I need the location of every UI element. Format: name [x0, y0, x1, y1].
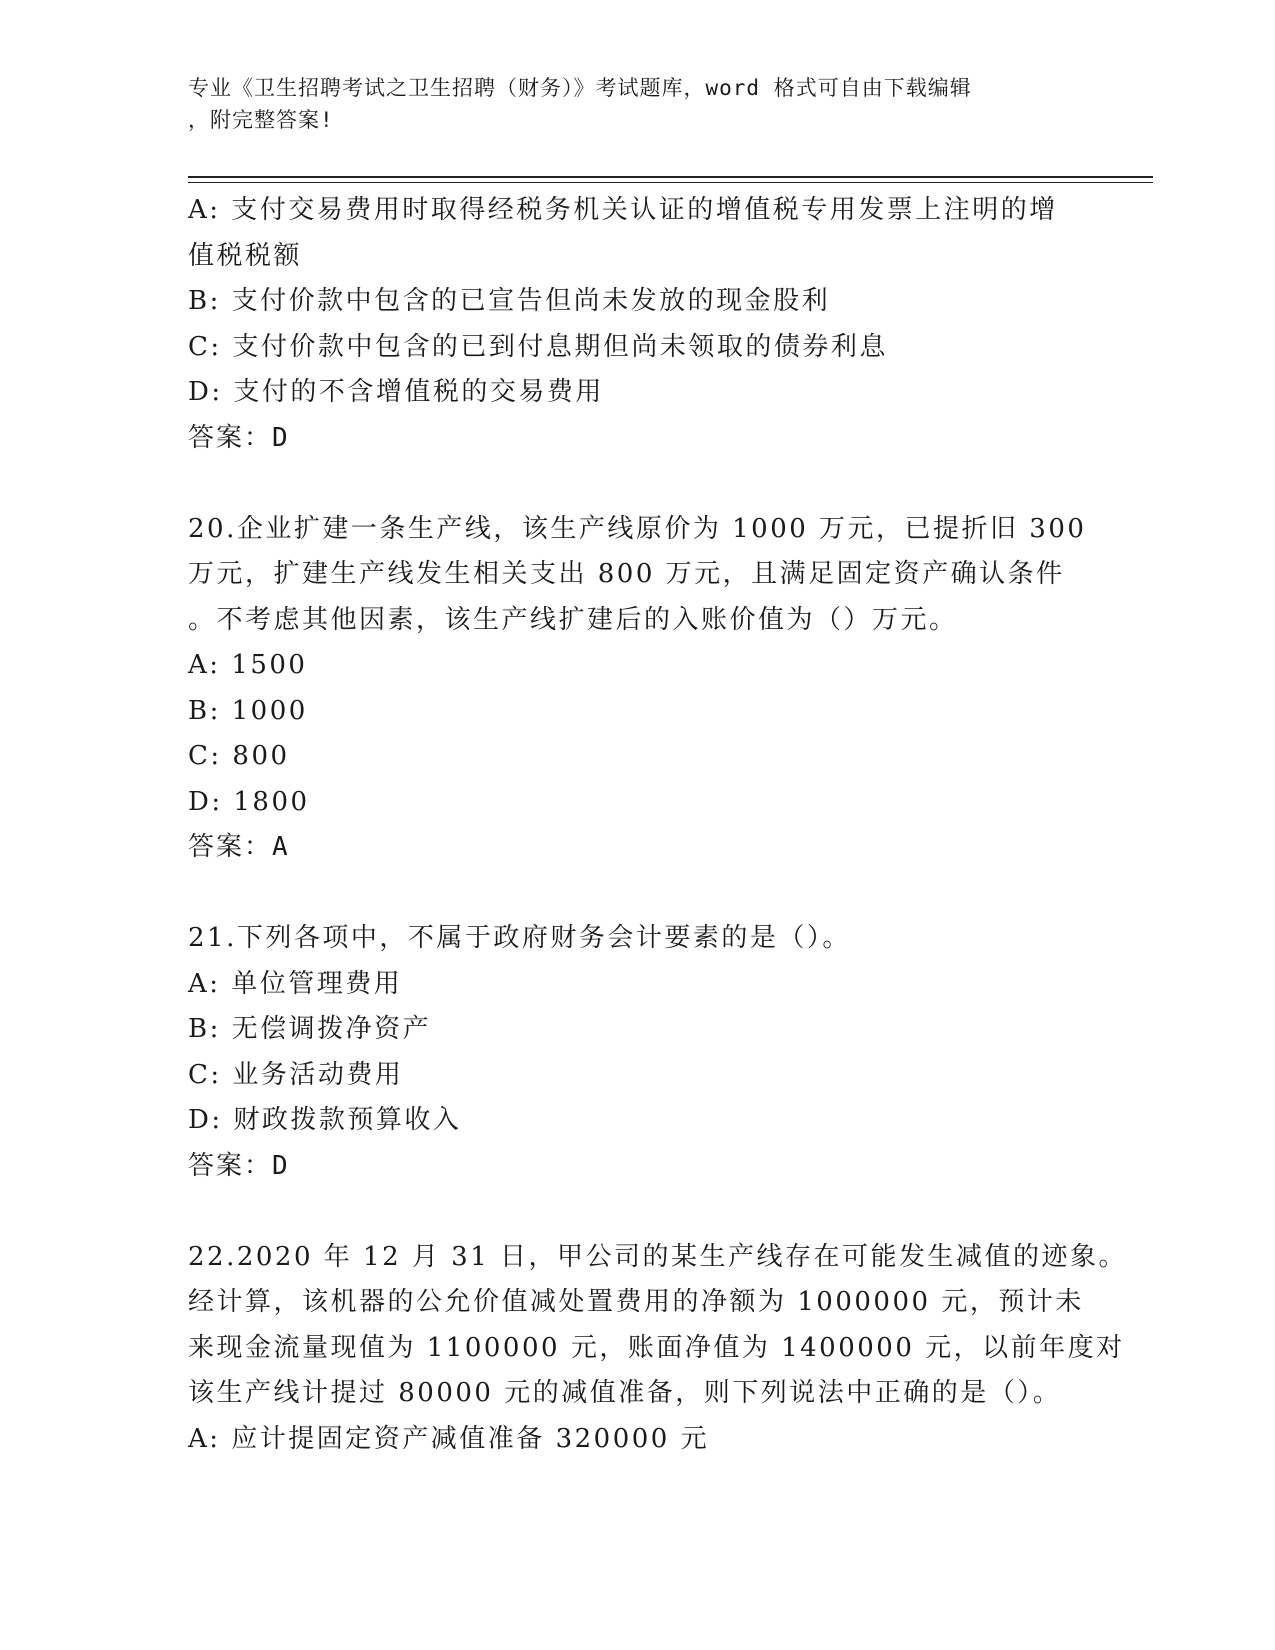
q19-answer-label: 答案： — [188, 422, 273, 453]
q19-answer — [188, 416, 1088, 462]
q22-stem-line-1: 22.2020 年 12 月 31 日，甲公司的某生产线存在可能发生减值的迹象。 — [188, 1241, 1128, 1272]
q20-answer — [188, 825, 1088, 871]
spacer — [188, 871, 1088, 917]
q19-option-a-line-2: 值税税额 — [188, 240, 303, 271]
q20-stem-line-3: 。不考虑其他因素，该生产线扩建后的入账价值为（）万元。 — [188, 604, 958, 635]
q19-option-d: D: 支付的不含增值税的交易费用 — [188, 377, 604, 407]
q22-stem-line-2: 经计算，该机器的公允价值减处置费用的净额为 1000000 元，预计未 — [188, 1287, 1084, 1317]
spacer — [188, 461, 1088, 507]
spacer — [188, 1189, 1088, 1235]
header-line-1: 专业《卫生招聘考试之卫生招聘（财务）》考试题库，word 格式可自由下载编辑 — [188, 76, 972, 100]
q20-option-a: A: 1500 — [188, 650, 308, 680]
header-divider-thin — [188, 182, 1153, 183]
q20-option-b: B: 1000 — [188, 695, 308, 726]
q21-option-c: C: 业务活动费用 — [188, 1059, 404, 1090]
q19-option-a-line-1: A: 支付交易费用时取得经税务机关认证的增值税专用发票上注明的增 — [188, 195, 1058, 225]
q22-option-a: A: 应计提固定资产减值准备 320000 元 — [188, 1423, 710, 1454]
q21-answer — [188, 1144, 1088, 1190]
q21-option-b: B: 无偿调拨净资产 — [188, 1014, 432, 1044]
q19-answer-value: D — [272, 422, 289, 453]
q21-option-d: D: 财政拨款预算收入 — [188, 1105, 462, 1135]
q19-option-c: C: 支付价款中包含的已到付息期但尚未领取的债券利息 — [188, 331, 888, 362]
question-20 — [188, 507, 1088, 871]
header-line-2: ，附完整答案! — [188, 108, 334, 132]
q20-option-c: C: 800 — [188, 741, 290, 771]
q20-answer-value: A — [272, 832, 289, 862]
question-22 — [188, 1235, 1128, 1463]
q20-option-d: D: 1800 — [188, 786, 310, 817]
header-divider-thick — [188, 176, 1153, 178]
q20-answer-label: 答案： — [188, 832, 273, 862]
q22-stem-line-3: 来现金流量现值为 1100000 元，账面净值为 1400000 元，以前年度对 — [188, 1332, 1125, 1363]
question-19 — [188, 188, 1088, 461]
q21-answer-value: D — [272, 1150, 289, 1181]
q22-stem-line-4: 该生产线计提过 80000 元的减值准备，则下列说法中正确的是（）。 — [188, 1378, 1062, 1408]
q19-option-b: B: 支付价款中包含的已宣告但尚未发放的现金股利 — [188, 286, 831, 316]
q21-answer-label: 答案： — [188, 1150, 273, 1181]
document-header — [188, 72, 1068, 136]
q21-option-a: A: 单位管理费用 — [188, 968, 403, 999]
question-content — [188, 188, 1128, 1462]
q21-stem-line-1: 21.下列各项中，不属于政府财务会计要素的是（）。 — [188, 923, 851, 953]
q20-stem-line-1: 20.企业扩建一条生产线，该生产线原价为 1000 万元，已提折旧 300 — [188, 513, 1087, 544]
question-21 — [188, 916, 1088, 1189]
q20-stem-line-2: 万元，扩建生产线发生相关支出 800 万元，且满足固定资产确认条件 — [188, 559, 1065, 589]
